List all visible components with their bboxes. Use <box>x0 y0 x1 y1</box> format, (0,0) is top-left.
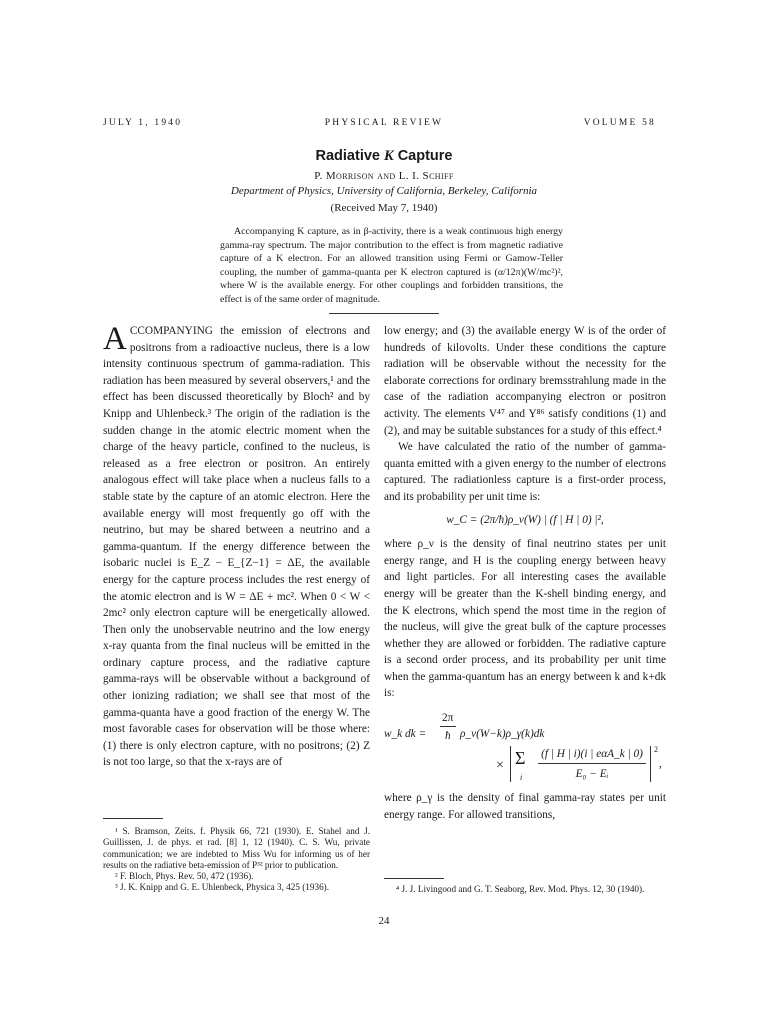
eq2-fraction-bar <box>538 763 646 764</box>
footnote: ⁴ J. J. Livingood and G. T. Seaborg, Rev. Mod. Phys. 12, 30 (1940). <box>396 884 645 894</box>
footnotes-right <box>384 884 666 895</box>
eq2-rhs: ρ_ν(W−k)ρ_γ(k)dk <box>460 728 545 741</box>
drop-cap: A <box>103 321 127 357</box>
body-column-right <box>384 323 666 823</box>
intro-text: CCOMPANYING the emission of electrons and positrons from a radioactive nucleus, there is a low intensity continuous spectrum of gamma-radiation. This radiation has been measured by several observers,¹ and the effect has been discussed theoretically by Bloch² and by Knipp and Uhlenbeck.³ The origin of the radiation is the sudden change in the atomic electric moment when the charge of the heavy particle, confined to the nucleus, is released as a free electron or positron. An entirely analogous effect will take place when a nucleus falls to a stable state by the capture of an atomic electron. Here the available energy will most frequently go off with the neutrino, but may be shared between a neutrino and a gamma-quantum. If the energy difference between the isobaric nuclei is E_Z − E_{Z−1} = ΔE, the available energy for the capture process includes the rest energy of the atomic electron and is W = ΔE + mc². When 0 < W < 2mc² only electron capture will be energetically allowed. Then only the unobservable neutrino and the low energy x-ray quanta from the final nucleus will be emitted in the ordinary capture process, and the radiative capture gamma-rays will be observable without a background of other ionizing radiation; we shall see that most of the gamma-quanta have a good fraction of the energy W. The most favorable cases for observation will be those where: (1) there is only electron capture, with no positrons; (2) Z is not too large, so that the x-rays are of <box>103 325 370 769</box>
eq2-frac-bar <box>440 726 456 727</box>
eq2-end: , <box>659 758 662 771</box>
affiliation: Department of Physics, University of California, Berkeley, California <box>230 185 538 197</box>
footnotes-left <box>103 826 370 894</box>
title-italic: K <box>384 148 394 164</box>
intro-paragraph <box>103 323 370 771</box>
page-number: 24 <box>378 915 390 927</box>
footnote: ¹ S. Bramson, Zeits. f. Physik 66, 721 (1930). E. Stahel and J. Guillissen, J. de phys. et rad. [8] 1, 12 (1940). C. S. Wu, private communication; we are indebted to Miss Wu for informing us of her results on the radiative beta-emission of P³² prior to publication. <box>103 826 370 870</box>
title-suffix: Capture <box>393 148 453 164</box>
running-header <box>0 118 768 132</box>
abstract-text: Accompanying K capture, as in β-activity, there is a weak continuous high energy gamma-ray spectrum. The major contribution to the effect is from magnetic radiative capture of a K electron. For an allowed transition using Fermi or Gamow-Teller coupling, the number of gamma-quanta per K electron captured is (α/12π)(W/mc²)², where W is the available energy. For other couplings and forbidden transitions, the effect is of the same order of magnitude. <box>220 226 563 305</box>
eq2-denominator: E₀ − Eᵢ <box>575 768 609 781</box>
header-date: JULY 1, 1940 <box>103 118 183 128</box>
footnote: ² F. Bloch, Phys. Rev. 50, 472 (1936). <box>115 871 254 882</box>
eq2-abs-right <box>650 746 651 782</box>
footnote: ³ J. K. Knipp and G. E. Uhlenbeck, Physica 3, 425 (1936). <box>115 882 330 893</box>
header-volume: VOLUME 58 <box>583 118 656 128</box>
eq2-abs-left <box>510 746 511 782</box>
section-divider <box>329 313 439 314</box>
eq2-exponent: 2 <box>654 745 658 755</box>
equation-1: w_C = (2π/ħ)ρ_ν(W) | (f | H | 0) |², <box>446 513 604 526</box>
article-title <box>0 148 768 165</box>
paragraph: where ρ_ν is the density of final neutrino states per unit energy range, and H is the coupling energy between heavy and light particles. For all interesting cases the available energy will be greater than the K-shell binding energy, and the K electrons, which spend the most time in the region of the nucleus, will give the great bulk of the capture processes whether they are allowed or forbidden. The radiative capture is a second order process, and its probability per unit time when the gamma-quantum has an energy between k and k+dk is: <box>384 538 666 700</box>
paragraph: low energy; and (3) the available energy W is of the order of hundreds of kilovolts. Under these conditions the capture radiation will be observable without the necessity for the elaborate corrections for ordinary bremsstrahlung made in the case of the radiation accompanying electron or positron activity. The elements V⁴⁷ and Y⁸⁶ satisfy conditions (1) and (2), and may be suitable substances for a study of this effect.⁴ <box>384 325 666 437</box>
authors: P. Morrison and L. I. Schiff <box>314 170 454 182</box>
received-date: (Received May 7, 1940) <box>330 202 438 214</box>
eq2-frac-num: 2π <box>442 712 454 725</box>
paragraph: where ρ_γ is the density of final gamma-ray states per unit energy range. For allowed transitions, <box>384 792 666 821</box>
eq2-sum: Σ <box>515 748 526 769</box>
title-prefix: Radiative <box>315 148 384 164</box>
footnote-rule-left <box>103 818 163 819</box>
abstract <box>220 225 563 307</box>
body-column-left <box>103 323 370 771</box>
equation-2 <box>384 706 666 784</box>
header-journal: PHYSICAL REVIEW <box>324 118 444 128</box>
eq2-times: × <box>496 758 504 774</box>
eq2-lhs: w_k dk = <box>384 728 427 741</box>
eq2-numerator: (f | H | i)(i | eαA_k | 0) <box>541 748 643 761</box>
eq2-sum-index: i <box>520 773 523 783</box>
eq2-frac-den: ħ <box>445 730 451 743</box>
paragraph: We have calculated the ratio of the number of gamma-quanta emitted with a given energy to the number of electrons captured. The radiationless capture is a first-order process, and its probability per unit time is: <box>384 441 666 503</box>
footnote-rule-right <box>384 878 444 879</box>
